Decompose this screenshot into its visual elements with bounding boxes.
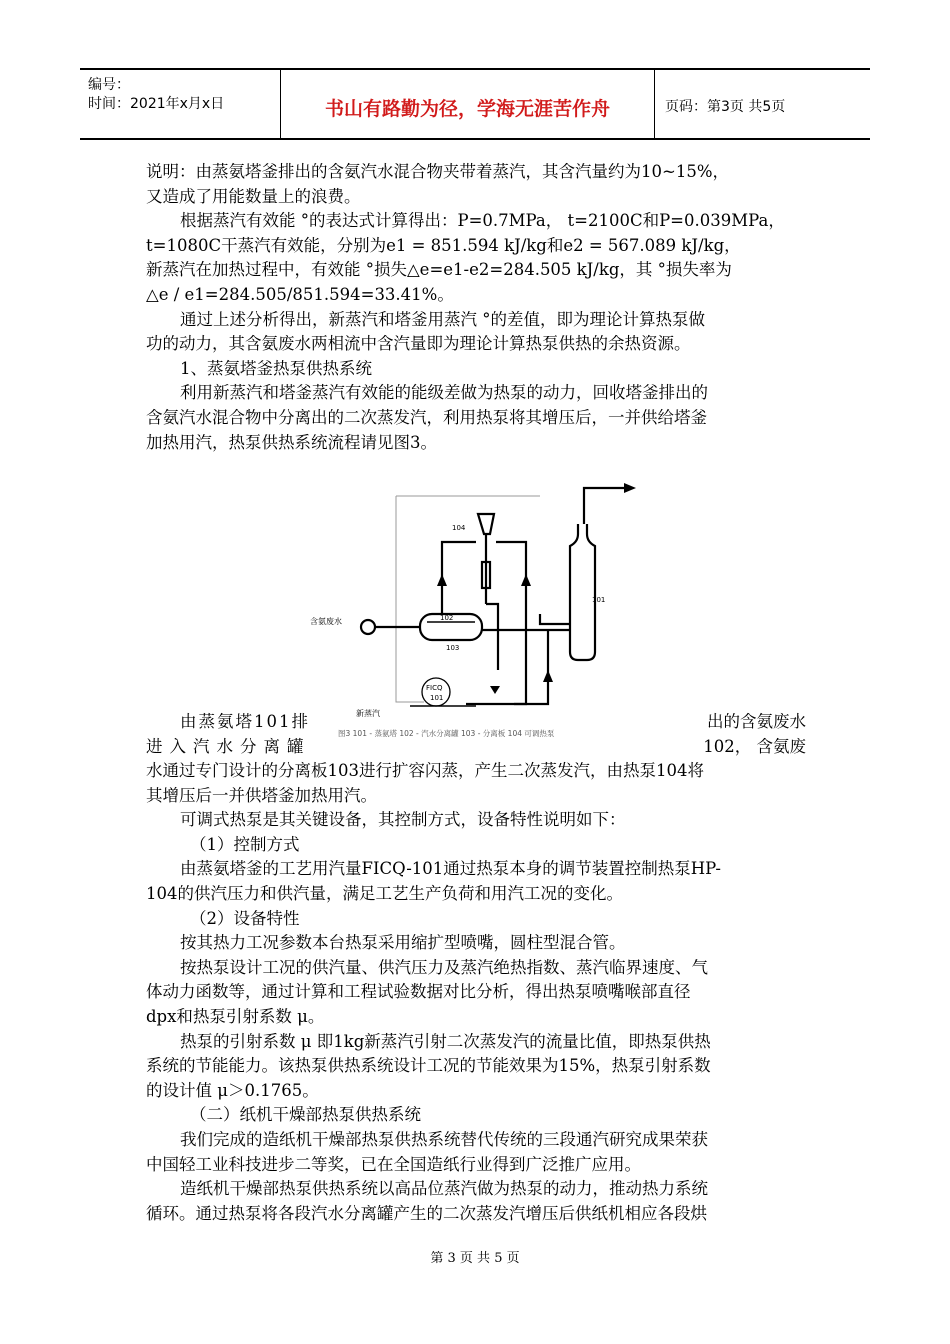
label-ficq: FICQ (426, 684, 443, 692)
text-line: 造纸机干燥部热泵供热系统以高品位蒸汽做为热泵的动力，推动热力系统 (180, 1179, 708, 1199)
body-wrap (146, 710, 806, 759)
text-line: 又造成了用能数量上的浪费。 (146, 186, 361, 206)
wrap-left-2: 进入汽水分离罐 (146, 736, 311, 756)
text-line: 加热用汽，热泵供热系统流程请见图3。 (146, 432, 437, 452)
flow-arrows (437, 483, 636, 694)
label-102: 102 (440, 614, 454, 622)
text-line: 含氨汽水混合物中分离出的二次蒸发汽，利用热泵将其增压后，一并供给塔釜 (146, 407, 707, 427)
text-line: 新蒸汽在加热过程中，有效能 °损失△e=e1-e2=284.505 kJ/kg，其 °损失率为 (146, 260, 732, 280)
wrap-right-2: 102， 含氨废 (703, 736, 806, 756)
label-103: 103 (446, 644, 460, 652)
text-line: 体动力函数等，通过计算和工程试验数据对比分析，得出热泵喷嘴喉部直径 (146, 982, 691, 1002)
text-line: 中国轻工业科技进步二等奖，已在全国造纸行业得到广泛推广应用。 (146, 1154, 641, 1174)
text-line: t=1080C干蒸汽有效能，分别为e1 = 851.594 kJ/kg和e2 = 567.089 kJ/kg， (146, 235, 741, 255)
text-line: 通过上述分析得出，新蒸汽和塔釜用蒸汽 °的差值，即为理论计算热泵做 (180, 309, 705, 329)
text-line: 按热泵设计工况的供汽量、供汽压力及蒸汽绝热指数、蒸汽临界速度、气 (180, 957, 708, 977)
section-heading: 1、蒸氨塔釜热泵供热系统 (180, 358, 372, 378)
pipe-column-feed (540, 614, 570, 624)
label-inlet: 含氨废水 (310, 617, 342, 626)
header-page-cell (655, 70, 870, 138)
heat-pump-head (478, 514, 494, 534)
text-line: 的设计值 μ＞0.1765。 (146, 1080, 319, 1100)
text-line: dpx和热泵引射系数 μ。 (146, 1006, 325, 1026)
text-line: 水通过专门设计的分离板103进行扩容闪蒸，产生二次蒸发汽，由热泵104将 (146, 761, 704, 780)
text-line: 利用新蒸汽和塔釜蒸汽有效能的能级差做为热泵的动力，回收塔釜排出的 (180, 383, 708, 403)
text-line: 其增压后一并供塔釜加热用汽。 (146, 785, 377, 805)
text-line: 热泵的引射系数 μ 即1kg新蒸汽引射二次蒸发汽的流量比值，即热泵供热 (180, 1031, 711, 1051)
figure-caption: 图3 101 - 蒸氨塔 102 - 汽水分离罐 103 - 分离板 104 可调热泵 (338, 729, 555, 738)
wrap-left-1: 由蒸氨塔101排 (180, 712, 310, 731)
serial-label: 编号： (88, 77, 130, 93)
label-104: 104 (452, 524, 466, 532)
body-bottom (146, 759, 806, 1226)
subheading: （2）设备特性 (190, 908, 300, 928)
text-line: 按其热力工况参数本台热泵采用缩扩型喷嘴，圆柱型混合管。 (180, 933, 626, 953)
pipe-steam-return (466, 542, 526, 704)
diagram-svg (300, 474, 660, 744)
wrap-right-1: 出的含氨废水 (707, 712, 806, 731)
feed-pump-circle (361, 620, 375, 634)
body-top (146, 160, 806, 455)
subheading: （1）控制方式 (190, 834, 300, 854)
page-code: 页码：第3页 共5页 (665, 99, 786, 115)
wrap-line-2 (146, 735, 806, 760)
text-line: 根据蒸汽有效能 °的表达式计算得出：P=0.7MPa， t=2100C和P=0.039MPa， (180, 211, 785, 231)
process-flow-diagram (300, 474, 660, 744)
text-line: 104的供汽压力和供汽量，满足工艺生产负荷和用汽工况的变化。 (146, 883, 623, 903)
text-line: 功的动力，其含氨废水两相流中含汽量即为理论计算热泵供热的余热资源。 (146, 334, 691, 354)
text-line: 系统的节能能力。该热泵供热系统设计工况的节能效果为15%，热泵引射系数 (146, 1056, 711, 1076)
wrap-line-1 (146, 710, 806, 735)
label-new-steam: 新蒸汽 (356, 709, 380, 718)
date-label: 时间：2021年x月x日 (88, 96, 225, 112)
text-line: 我们完成的造纸机干燥部热泵供热系统替代传统的三段通汽研究成果荣获 (180, 1129, 708, 1149)
text-line: 由蒸氨塔釜的工艺用汽量FICQ-101通过热泵本身的调节装置控制热泵HP- (180, 859, 721, 879)
control-loop-line (396, 496, 424, 702)
text-line: 循环。通过热泵将各段汽水分离罐产生的二次蒸发汽增压后供纸机相应各段烘 (146, 1203, 707, 1223)
text-line: 可调式热泵是其关键设备，其控制方式，设备特性说明如下： (180, 810, 626, 830)
page-footer: 第 3 页 共 5 页 (430, 1251, 520, 1266)
header-motto-cell (281, 70, 655, 138)
pipe-to-column (486, 604, 498, 670)
label-101: 101 (592, 596, 606, 604)
page-header (80, 68, 870, 140)
column-101 (570, 524, 595, 660)
header-meta-cell (80, 70, 281, 138)
label-ficq-num: 101 (430, 694, 444, 702)
motto-text: 书山有路勤为径，学海无涯苦作舟 (324, 98, 610, 120)
pipe-secondary-steam (442, 542, 476, 614)
column-top-outlet (584, 488, 628, 524)
section-heading: （二）纸机干燥部热泵供热系统 (190, 1105, 421, 1125)
pipe-bottom (514, 630, 548, 704)
text-line: 说明：由蒸氨塔釜排出的含氨汽水混合物夹带着蒸汽，其含汽量约为10~15%， (146, 162, 729, 181)
text-line: △e / e1=284.505/851.594=33.41%。 (146, 284, 454, 304)
